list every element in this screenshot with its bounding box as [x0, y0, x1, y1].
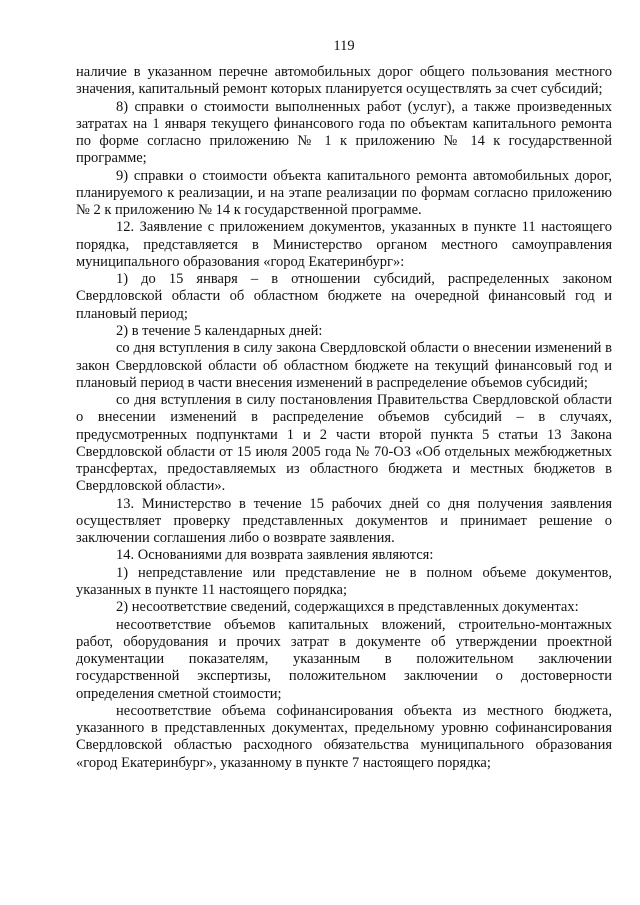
paragraph: со дня вступления в силу закона Свердловской области о внесении изменений в закон Свердловской области об областном бюджете на текущий финансовый год и плановый период в части внесения изменений в распределение объемов субсидий;: [76, 340, 612, 391]
paragraph: 2) несоответствие сведений, содержащихся в представленных документах:: [116, 599, 579, 616]
page-number: 119: [333, 38, 355, 54]
paragraph: 1) непредставление или представление не в полном объеме документов, указанных в пункте 11 настоящего порядка;: [76, 564, 612, 598]
document-body: [76, 64, 612, 772]
paragraph: со дня вступления в силу постановления Правительства Свердловской области о внесении изменений в распределение объемов субсидий – в случаях, предусмотренных подпунктами 1 и 2 части второй пункта 5 статьи 13 Закона Свердловской области от 15 июля 2005 года № 70-ОЗ «Об отдельных межбюджетных трансфертах, предоставляемых из областного бюджета и местных бюджетов в Свердловской области».: [76, 392, 612, 495]
paragraph: 1) до 15 января – в отношении субсидий, распределенных законом Свердловской области об областном бюджете на очередной финансовый год и плановый период;: [76, 271, 612, 322]
paragraph: 8) справки о стоимости выполненных работ (услуг), а также произведенных затратах на 1 января текущего финансового года по объектам капитального ремонта по форме согласно приложению № 1 к приложению № 14 к государственной программе;: [76, 98, 612, 167]
paragraph: 9) справки о стоимости объекта капитального ремонта автомобильных дорог, планируемого к реализации, и на этапе реализации по формам согласно приложению № 2 к приложению № 14 к государственной программе.: [76, 167, 612, 219]
paragraph: несоответствие объема софинансирования объекта из местного бюджета, указанного в представленных документах, предельному уровню софинансирования Свердловской областью расходного обязательства муниципального образования «город Екатеринбург», указанному в пункте 7 настоящего порядка;: [76, 702, 612, 771]
paragraph: 12. Заявление с приложением документов, указанных в пункте 11 настоящего порядка, представляется в Министерство органом местного самоуправления муниципального образования «город Екатеринбург»:: [76, 219, 612, 270]
paragraph: наличие в указанном перечне автомобильных дорог общего пользования местного значения, капитальный ремонт которых планируется осуществлять за счет субсидий;: [76, 64, 612, 98]
paragraph: 14. Основаниями для возврата заявления являются:: [116, 547, 434, 564]
paragraph: 2) в течение 5 календарных дней:: [116, 322, 323, 339]
paragraph: 13. Министерство в течение 15 рабочих дней со дня получения заявления осуществляет проверку представленных документов и принимает решение о заключении соглашения либо о возврате заявления.: [76, 495, 612, 547]
paragraph: несоответствие объемов капитальных вложений, строительно-монтажных работ, оборудования и прочих затрат в документе об утверждении проектной документации показателям, указанным в положительном заключении государственной экспертизы, положительном заключении о достоверности определения сметной стоимости;: [76, 616, 612, 702]
